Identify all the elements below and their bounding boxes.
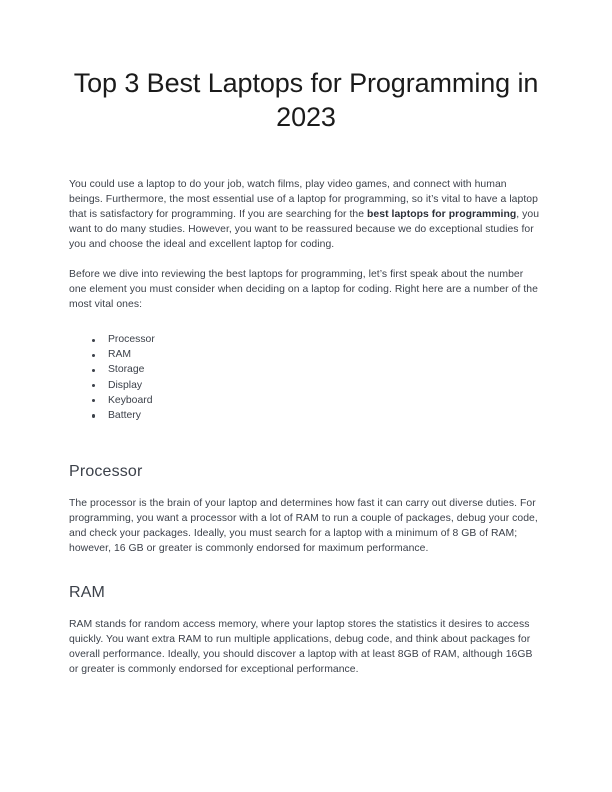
section-ram	[69, 583, 543, 677]
section-body-processor: The processor is the brain of your laptop and determines how fast it can carry out diverse duties. For programming, you want a processor with a lot of RAM to run a couple of packages, debug your code, and check your packages. Ideally, you must search for a laptop with a minimum of 8 GB of RAM; however, 16 GB or greater is commonly endorsed for maximum performance.	[69, 497, 538, 555]
list-item: Battery	[69, 408, 543, 423]
list-item: Storage	[69, 362, 543, 377]
plain-text: , you want to do many studies. However, you want to be reassured because we do exceptional studies for you and choose the ideal and excellent laptop for coding.	[69, 209, 540, 251]
page-title: Top 3 Best Laptops for Programming in 2023	[73, 68, 539, 132]
plain-text: You could use a laptop to do your job, watch films, play video games, and connect with human beings. Furthermore, the most essential use of a laptop for programming, so it’s vital to have a laptop that is satisfactory for programming. If you are searching for the	[69, 179, 538, 221]
section-body-ram: RAM stands for random access memory, where your laptop stores the statistics it desires to access quickly. You want extra RAM to run multiple applications, debug code, and think about packages for overall performance. Ideally, you should discover a laptop with at least 8GB of RAM, although 16GB or greater is commonly endorsed for exceptional performance.	[69, 619, 533, 676]
list-item: Display	[69, 378, 543, 393]
plain-text: Before we dive into reviewing the best laptops for programming, let’s first speak about the number one element you must consider when deciding on a laptop for coding. Right here are a number of the most vital ones:	[69, 268, 538, 311]
section-heading-ram: RAM	[69, 584, 106, 602]
list-item: RAM	[69, 347, 543, 362]
emphasis-text: best laptops for programming	[367, 209, 517, 221]
list-item: Keyboard	[69, 393, 543, 408]
section-heading-processor: Processor	[69, 462, 143, 480]
key-elements-list	[69, 312, 543, 423]
list-item: Processor	[69, 332, 543, 347]
paragraph-intro-2	[69, 267, 543, 312]
intro-paragraphs	[69, 177, 543, 312]
paragraph-intro-1	[69, 177, 543, 252]
section-processor	[69, 462, 543, 556]
